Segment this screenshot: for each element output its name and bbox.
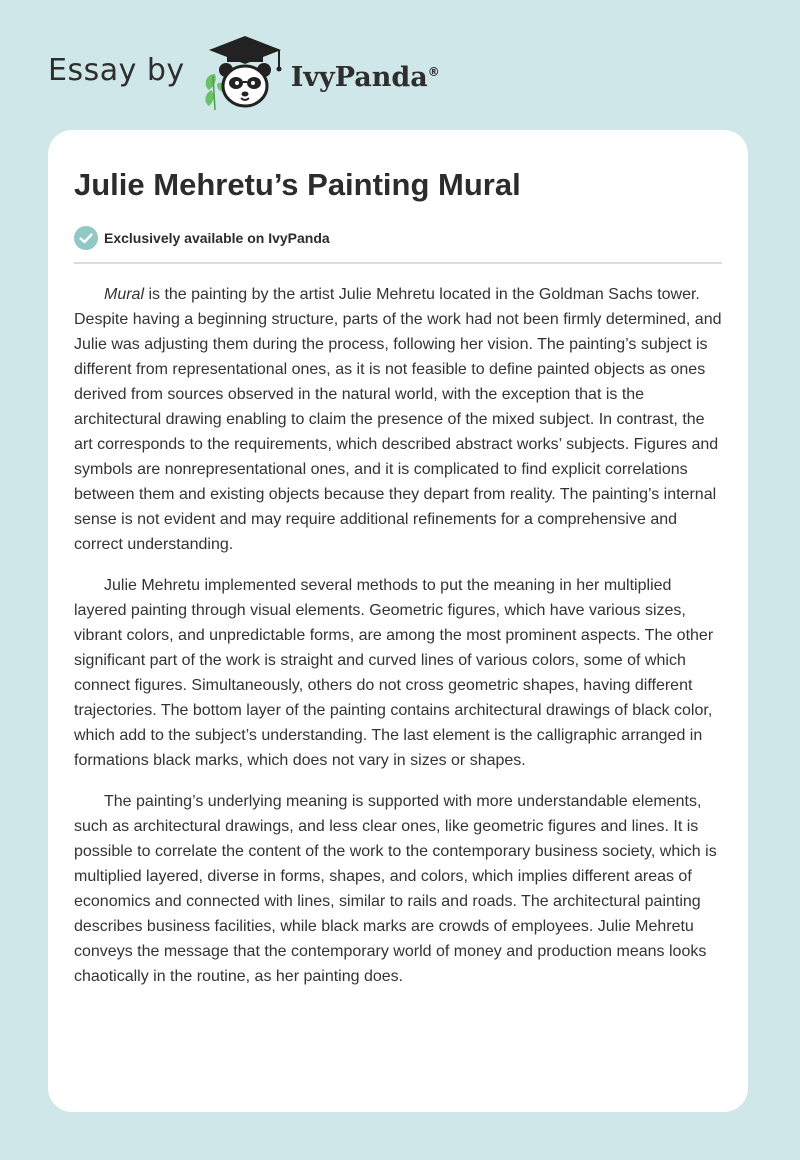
essay-title: Julie Mehretu’s Painting Mural	[74, 167, 521, 202]
paragraph-1-text: is the painting by the artist Julie Mehretu located in the Goldman Sachs tower. Despite having a beginning structure, parts of the work had not been firmly determined, and Julie was adjusting them during the process, following her vision. The painting’s subject is different from representational ones, as it is not feasible to define painted objects as ones derived from sources observed in the natural world, with the exception that is the architectural drawing enabling to claim the presence of the mixed subject. In contrast, the art corresponds to the requirements, which described abstract works’ subjects. Figures and symbols are nonrepresentational ones, and it is complicated to find explicit correlations between them and existing objects because they depart from reality. The painting’s internal sense is not evident and may require additional refinements for a comprehensive and correct understanding.	[74, 286, 722, 553]
divider	[74, 262, 722, 264]
registered-mark: ®	[427, 64, 440, 79]
essay-body	[74, 282, 722, 989]
brand-header[interactable]	[48, 34, 440, 114]
paragraph-2: Julie Mehretu implemented several methods to put the meaning in her multiplied layered painting through visual elements. Geometric figures, which have various sizes, vibrant colors, and unpredictable forms, are among the most prominent aspects. The other significant part of the work is straight and curved lines of various colors, some of which connect figures. Simultaneously, others do not cross geometric shapes, having different trajectories. The bottom layer of the painting contains architectural drawings of black color, which add to the subject’s understanding. The last element is the calligraphic arranged in formations black marks, which does not vary in sizes or shapes.	[74, 577, 714, 769]
brand-name-text: IvyPanda	[290, 61, 428, 93]
brand-prefix: Essay by	[48, 52, 185, 88]
paragraph-1-italic-lead: Mural	[104, 286, 145, 303]
paragraph-3: The painting’s underlying meaning is supported with more understandable elements, such as architectural drawings, and less clear ones, like geometric figures and lines. It is possible to correlate the content of the work to the contemporary business society, which is multiplied layered, diverse in forms, shapes, and colors, which implies different areas of economics and connected with lines, similar to rails and roads. The architectural painting describes business facilities, while black marks are crowds of employees. Julie Mehretu conveys the message that the contemporary world of money and production means looks chaotically in the routine, as her painting does.	[74, 793, 717, 985]
check-circle-icon	[74, 226, 98, 250]
exclusive-badge	[74, 226, 722, 250]
paragraph-1	[74, 282, 722, 557]
brand-name	[291, 62, 440, 93]
badge-text: Exclusively available on IvyPanda	[104, 230, 330, 246]
essay-card	[48, 130, 748, 1112]
panda-graduate-icon	[199, 34, 291, 114]
